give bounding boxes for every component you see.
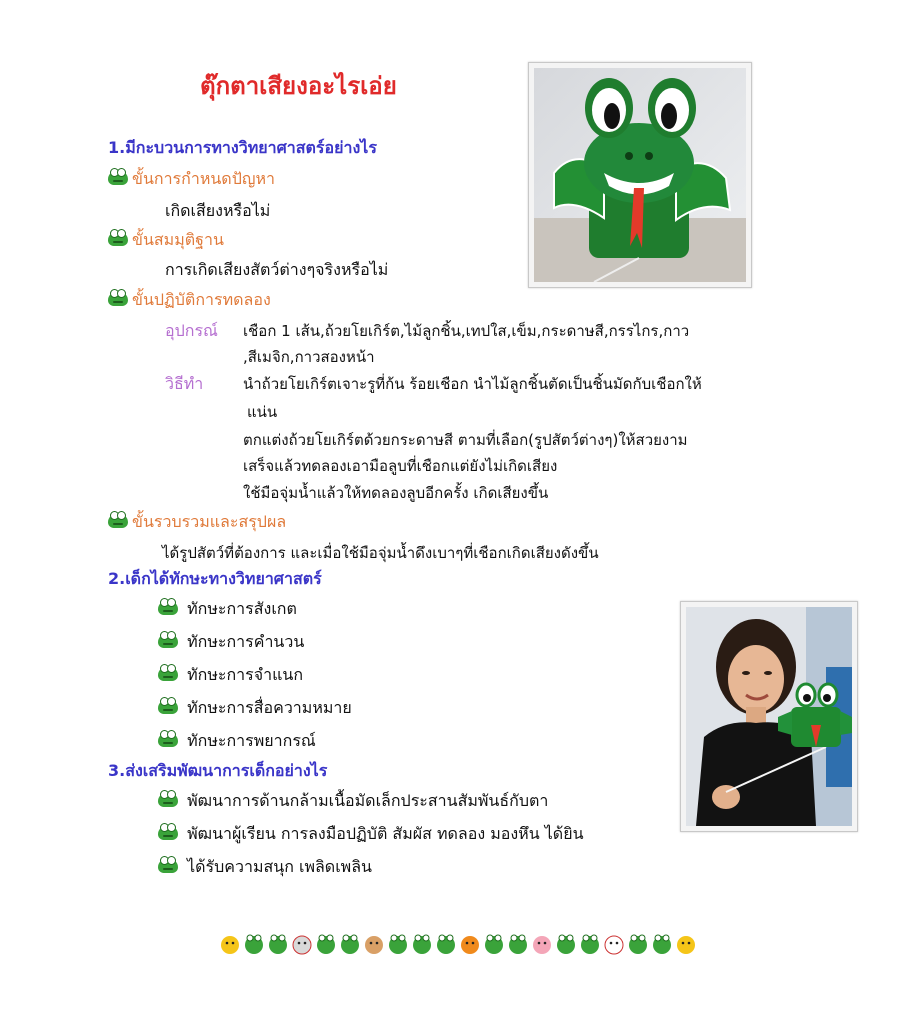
chick-icon: [221, 936, 239, 954]
list-item: [158, 822, 584, 847]
step2-title-text: ขั้นสมมุติฐาน: [132, 230, 224, 249]
frog-icon: [629, 935, 647, 954]
rabbit-icon: [293, 936, 311, 954]
frog-icon: [108, 514, 128, 528]
list-item: [158, 696, 352, 721]
rooster-icon: [605, 936, 623, 954]
materials-label: อุปกรณ์: [165, 321, 218, 340]
page-title: ตุ๊กตาเสียงอะไรเอ่ย: [200, 72, 397, 100]
frog-icon: [158, 601, 178, 615]
footer-icon-row: [219, 933, 703, 955]
frog-icon: [158, 700, 178, 714]
frog-icon: [158, 793, 178, 807]
dragon-toy-image: [534, 68, 746, 282]
development-text: พัฒนาการด้านกล้ามเนื้อมัดเล็กประสานสัมพันธ์กับตา: [187, 791, 549, 810]
skill-text: ทักษะการจำแนก: [187, 665, 304, 684]
list-item: [158, 789, 548, 814]
skill-text: ทักษะการสังเกต: [187, 599, 297, 618]
frog-icon: [509, 935, 527, 954]
frog-icon: [317, 935, 335, 954]
frog-icon: [158, 667, 178, 681]
chick-icon: [677, 936, 695, 954]
frog-icon: [245, 935, 263, 954]
section1-heading: 1.มีกะบวนการทางวิทยาศาสตร์อย่างไร: [108, 138, 377, 157]
materials-line1: เชือก 1 เส้น,ถ้วยโยเกิร์ต,ไม้ลูกชิ้น,เทปใส,เข็ม,กระดาษสี,กรรไกร,กาว: [243, 322, 690, 340]
step3-title: [108, 288, 271, 313]
development-text: พัฒนาผู้เรียน การลงมือปฏิบัติ สัมผัส ทดลอง มองหึน ได้ยิน: [187, 824, 584, 843]
frog-icon: [158, 859, 178, 873]
step4-title-text: ขั้นรวบรวมและสรุปผล: [132, 512, 287, 531]
frog-icon: [108, 232, 128, 246]
list-item: [158, 729, 316, 754]
method-line1: นำถ้วยโยเกิร์ตเจาะรูที่ก้น ร้อยเชือก นำไม้ลูกชิ้นตัดเป็นชิ้นมัดกับเชือกให้: [243, 375, 702, 393]
frog-icon: [485, 935, 503, 954]
step3-title-text: ขั้นปฏิบัติการทดลอง: [132, 290, 271, 309]
frog-icon: [158, 634, 178, 648]
method-label: วิธีทำ: [165, 374, 204, 393]
pig-icon: [533, 936, 551, 954]
tiger-icon: [461, 936, 479, 954]
method-line3: ตกแต่งถ้วยโยเกิร์ตด้วยกระดาษสี ตามที่เลือก(รูปสัตว์ต่างๆ)ให้สวยงาม: [243, 431, 688, 449]
frog-icon: [557, 935, 575, 954]
person-with-toy-image: [686, 607, 852, 826]
frog-icon: [341, 935, 359, 954]
materials-line2: ,สีเมจิก,กาวสองหน้า: [243, 348, 375, 366]
list-item: [158, 630, 304, 655]
dog-icon: [365, 936, 383, 954]
skill-text: ทักษะการพยากรณ์: [187, 731, 316, 750]
step4-text: ได้รูปสัตว์ที่ต้องการ และเมื่อใช้มือจุ่มน้ำดึงเบาๆที่เชือกเกิดเสียงดังขึ้น: [162, 544, 599, 562]
footer-icons: [219, 933, 703, 955]
method-line5: ใช้มือจุ่มน้ำแล้วให้ทดลองลูบอีกครั้ง เกิดเสียงขึ้น: [243, 484, 549, 502]
frog-icon: [389, 935, 407, 954]
frog-icon: [653, 935, 671, 954]
step1-title-text: ขั้นการกำหนดปัญหา: [132, 169, 276, 188]
step1-text: เกิดเสียงหรือไม่: [165, 201, 271, 220]
list-item: [158, 597, 297, 622]
section3-heading: 3.ส่งเสริมพัฒนาการเด็กอย่างไร: [108, 761, 328, 780]
development-text: ได้รับความสนุก เพลิดเพลิน: [187, 857, 372, 876]
method-line4: เสร็จแล้วทดลองเอามือลูบที่เชือกแต่ยังไม่เกิดเสียง: [243, 457, 558, 475]
step4-title: [108, 510, 286, 535]
list-item: [158, 855, 372, 880]
frog-icon: [413, 935, 431, 954]
frog-icon: [108, 171, 128, 185]
method-line2: แน่น: [247, 403, 278, 421]
frog-icon: [581, 935, 599, 954]
frog-icon: [437, 935, 455, 954]
skill-text: ทักษะการคำนวน: [187, 632, 305, 651]
frog-icon: [269, 935, 287, 954]
frog-icon: [158, 826, 178, 840]
frog-icon: [108, 292, 128, 306]
step2-text: การเกิดเสียงสัตว์ต่างๆจริงหรือไม่: [165, 260, 389, 279]
student-photo: [680, 601, 858, 832]
step2-title: [108, 228, 224, 253]
step1-title: [108, 167, 275, 192]
skill-text: ทักษะการสื่อความหมาย: [187, 698, 352, 717]
list-item: [158, 663, 303, 688]
toy-photo: [528, 62, 752, 288]
section2-heading: 2.เด็กได้ทักษะทางวิทยาศาสตร์: [108, 569, 322, 588]
frog-icon: [158, 733, 178, 747]
